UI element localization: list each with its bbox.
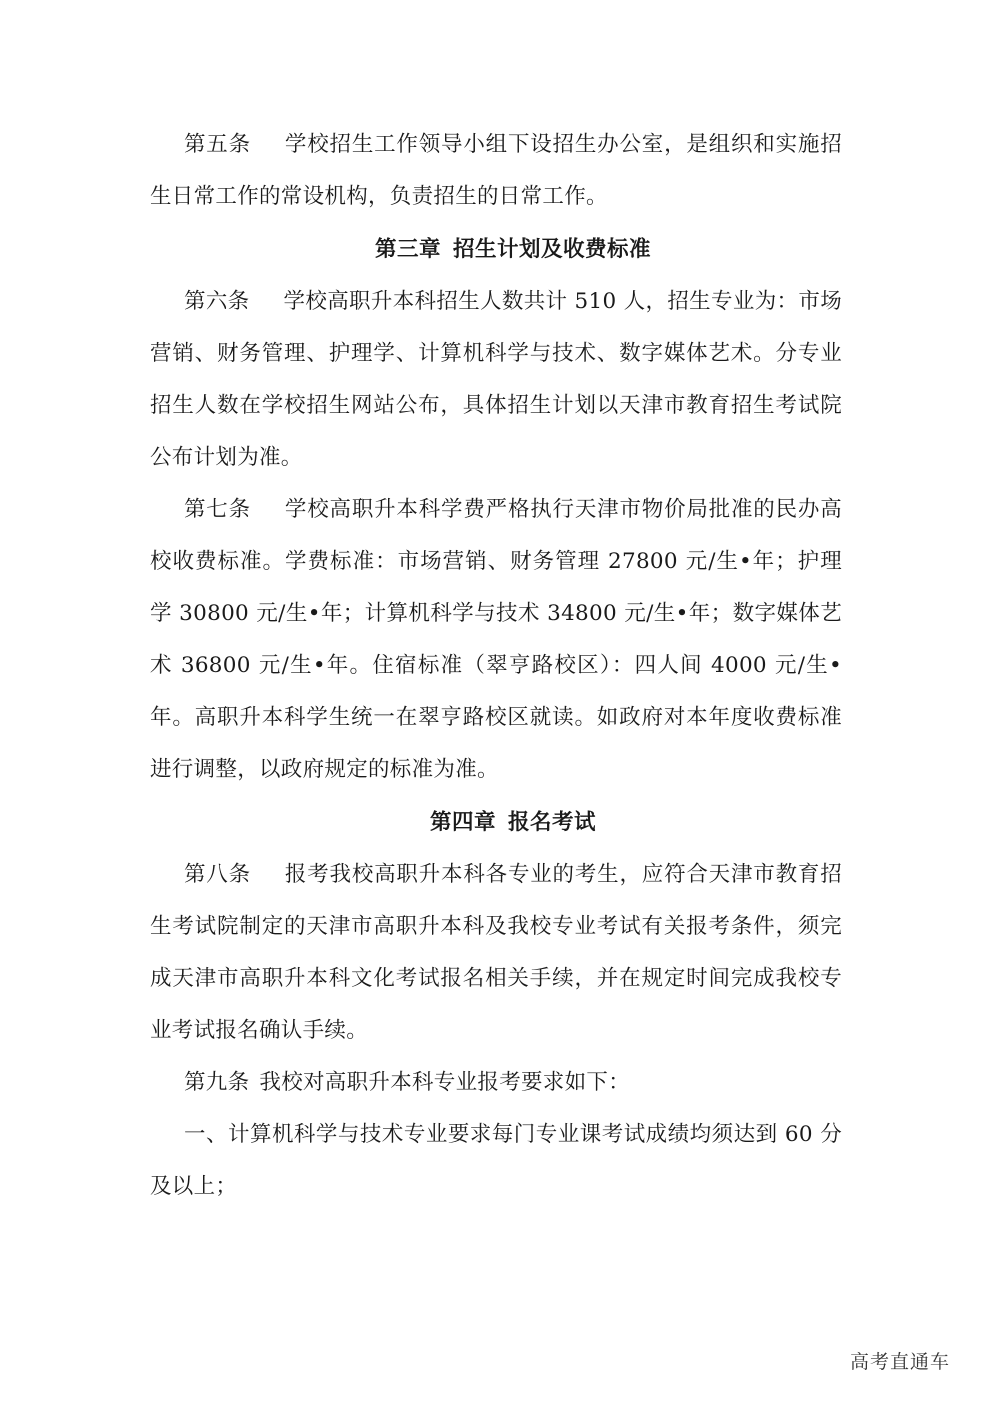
chapter-3-heading <box>150 224 876 276</box>
article-7 <box>150 484 842 796</box>
requirement-item-1 <box>150 1109 842 1213</box>
article-6 <box>150 276 842 484</box>
article-number: 第五条 <box>184 132 251 157</box>
article-number: 第九条 <box>184 1070 250 1095</box>
article-number: 第七条 <box>184 497 251 522</box>
article-5 <box>150 119 842 223</box>
chapter-title: 报名考试 <box>508 810 597 835</box>
article-number: 第六条 <box>184 289 250 314</box>
chapter-4-heading <box>150 797 876 849</box>
chapter-number: 第四章 <box>429 810 496 835</box>
article-text: 学校高职升本科学费严格执行天津市物价局批准的民办高校收费标准。学费标准：市场营销、财务管理 27800 元/生•年；护理学 30800 元/生•年；计算机科学与技术 34800 元/生•年；数字媒体艺术 36800 元/生•年。住宿标准（翠亨路校区）：四人间 4000 元/生•年。高职升本科学生统一在翠亨路校区就读。如政府对本年度收费标准进行调整，以政府规定的标准为准。 <box>150 497 842 782</box>
chapter-number: 第三章 <box>374 237 441 262</box>
article-text: 我校对高职升本科专业报考要求如下： <box>259 1070 631 1095</box>
chapter-title: 招生计划及收费标准 <box>453 237 652 262</box>
article-number: 第八条 <box>184 862 251 887</box>
requirement-text: 一、计算机科学与技术专业要求每门专业课考试成绩均须达到 60 分及以上； <box>150 1122 842 1199</box>
article-8 <box>150 849 842 1057</box>
article-text: 学校招生工作领导小组下设招生办公室，是组织和实施招生日常工作的常设机构，负责招生的日常工作。 <box>150 132 842 209</box>
article-9 <box>150 1057 842 1109</box>
article-text: 学校高职升本科招生人数共计 510 人，招生专业为：市场营销、财务管理、护理学、计算机科学与技术、数字媒体艺术。分专业招生人数在学校招生网站公布，具体招生计划以天津市教育招生考试院公布计划为准。 <box>150 289 842 470</box>
watermark-text: 高考直通车 <box>850 1351 951 1373</box>
article-text: 报考我校高职升本科各专业的考生，应符合天津市教育招生考试院制定的天津市高职升本科及我校专业考试有关报考条件，须完成天津市高职升本科文化考试报名相关手续，并在规定时间完成我校专业考试报名确认手续。 <box>150 862 842 1043</box>
